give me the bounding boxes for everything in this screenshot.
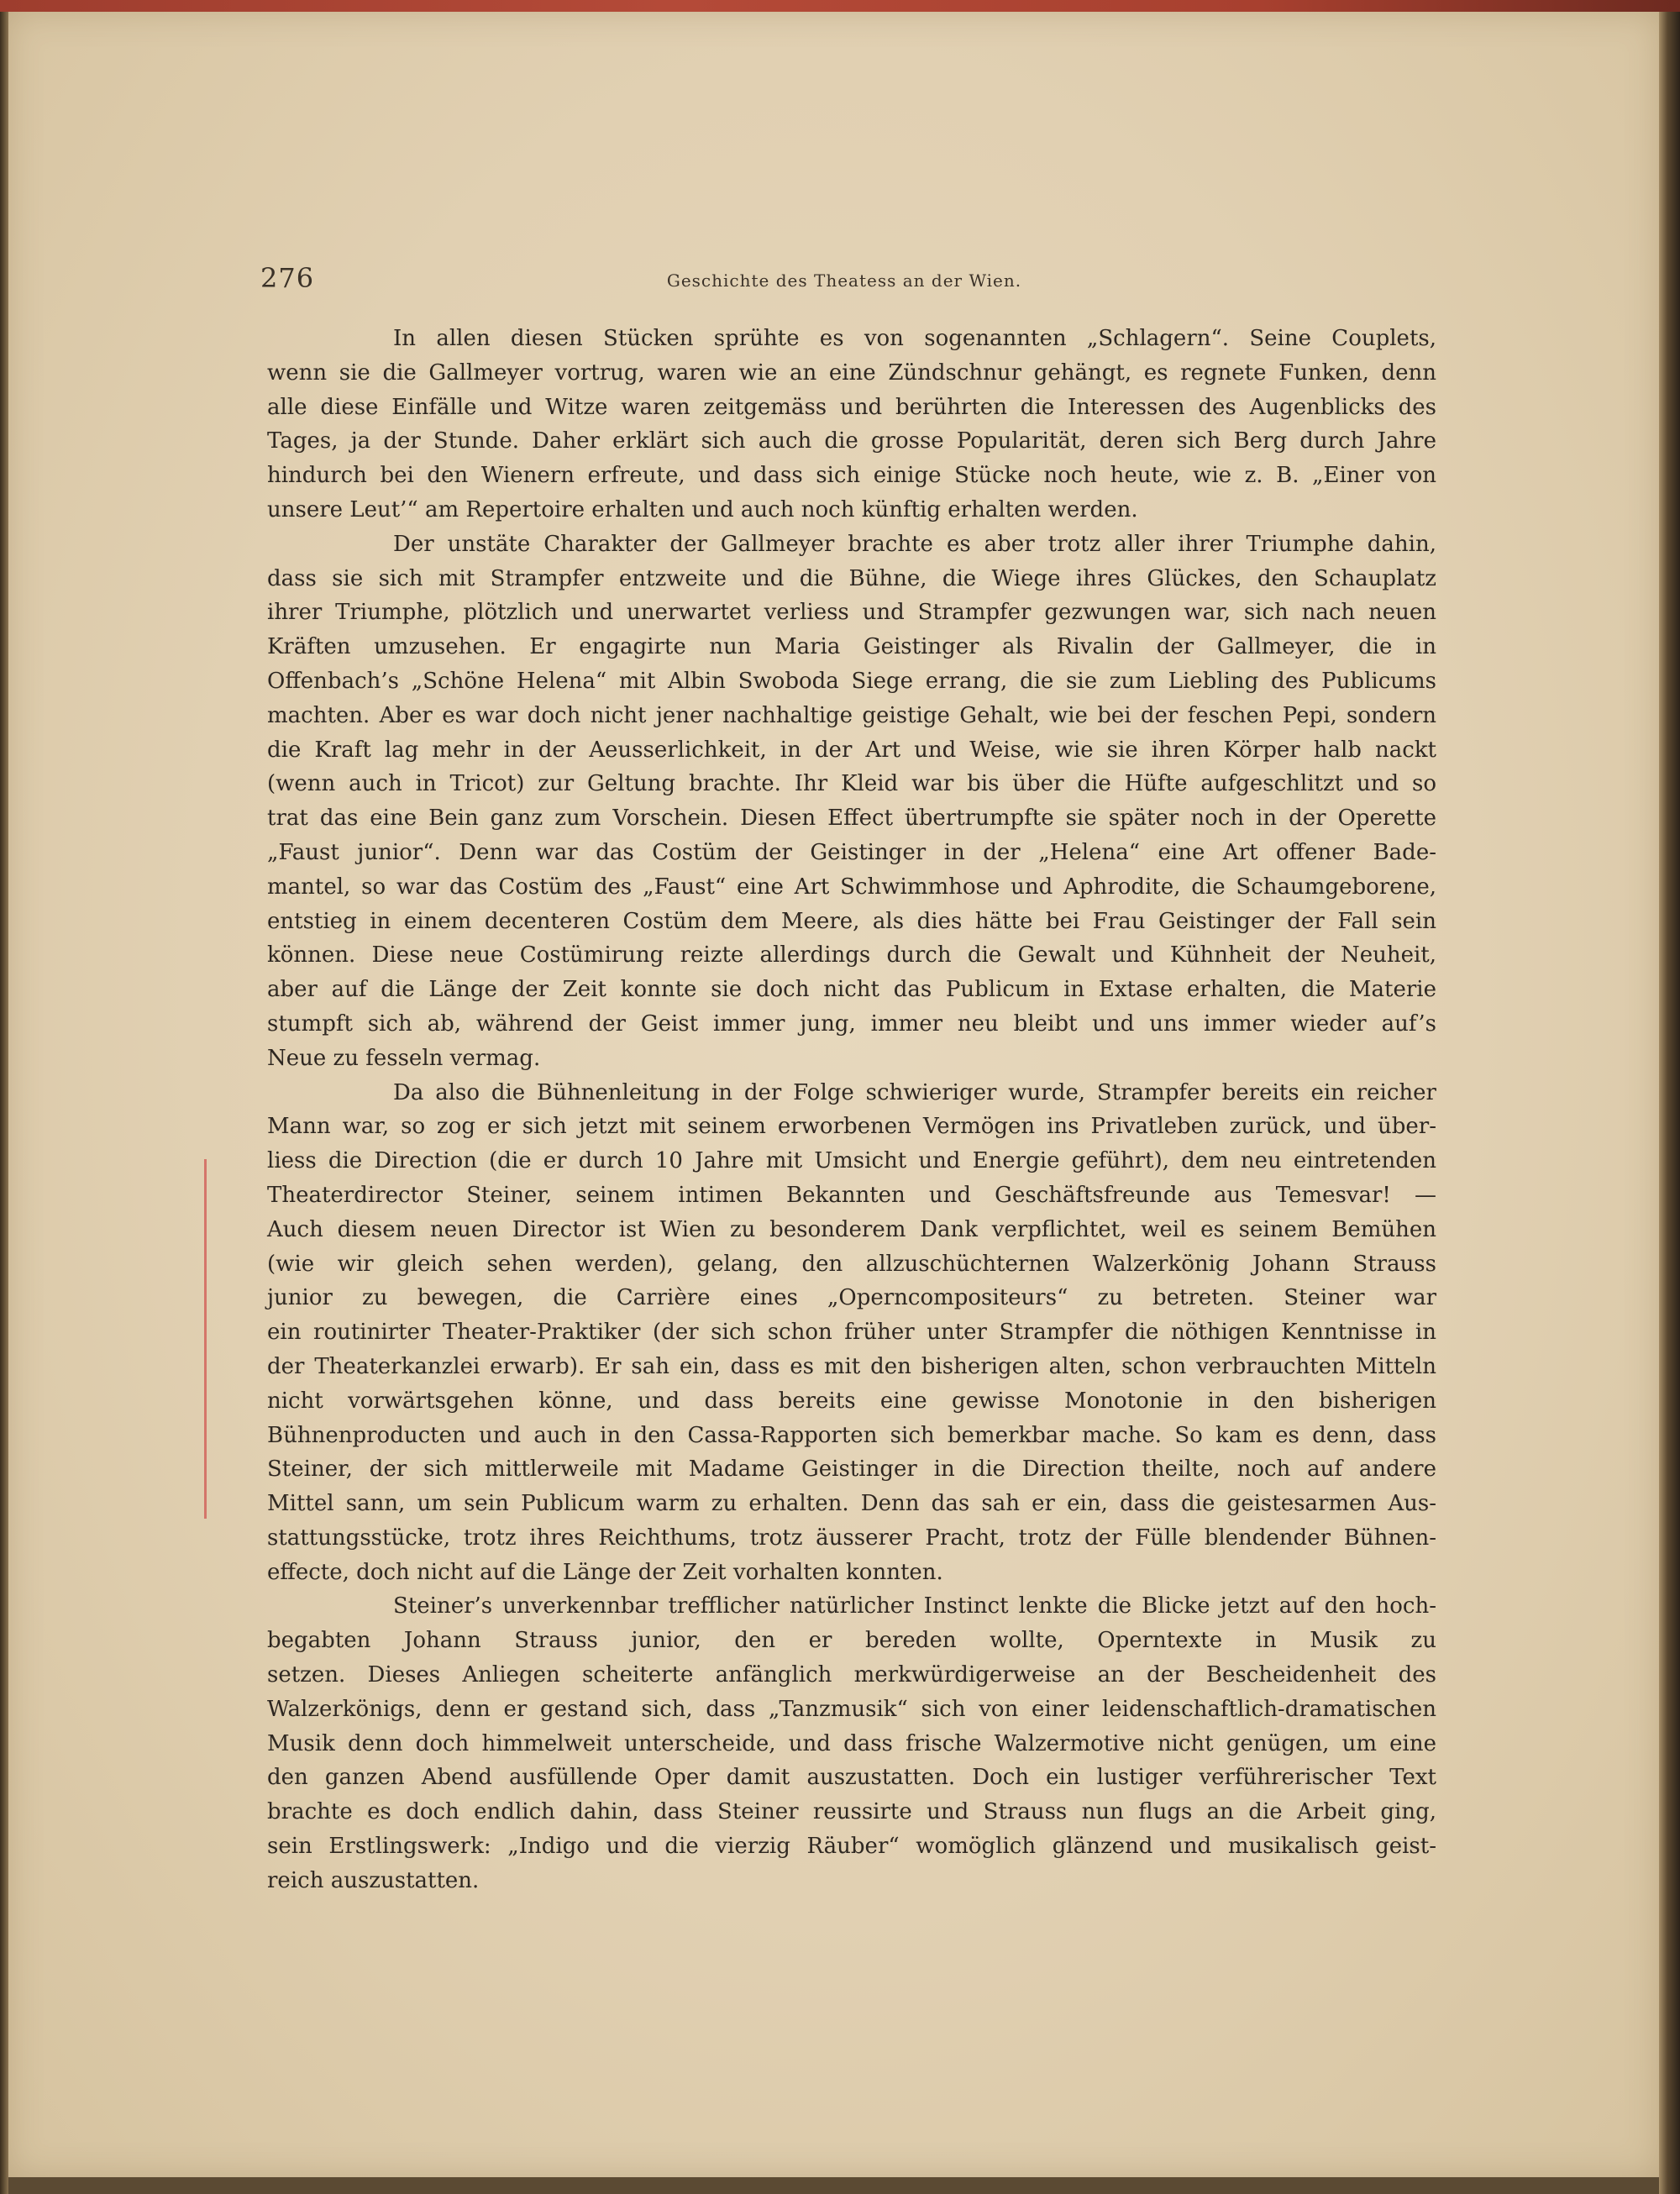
text-line: entstieg in einem decenteren Costüm dem Meere, als dies hätte bei Frau Geistinger der Fall sein bbox=[267, 908, 1436, 934]
page-header bbox=[260, 262, 1428, 304]
body-text bbox=[267, 322, 1436, 1898]
margin-pencil-mark bbox=[204, 1159, 207, 1519]
text-line: Walzerkönigs, denn er gestand sich, dass „Tanzmusik“ sich von einer leidenschaftlich-dramatischen bbox=[267, 1696, 1436, 1722]
text-line: Bühnenproducten und auch in den Cassa-Rapporten sich bemerkbar mache. So kam es denn, dass bbox=[267, 1422, 1436, 1448]
text-line: Steiner’s unverkennbar trefflicher natürlicher Instinct lenkte die Blicke jetzt auf den hoch- bbox=[393, 1593, 1436, 1619]
text-line: „Faust junior“. Denn war das Costüm der Geistinger in der „Helena“ eine Art offener Bade- bbox=[267, 839, 1436, 865]
text-line: hindurch bei den Wienern erfreute, und dass sich einige Stücke noch heute, wie z. B. „Einer von bbox=[267, 463, 1436, 489]
text-line: dass sie sich mit Strampfer entzweite und die Bühne, die Wiege ihres Glückes, den Schauplatz bbox=[267, 565, 1436, 591]
text-line: der Theaterkanzlei erwarb). Er sah ein, dass es mit den bisherigen alten, schon verbrauchten Mitteln bbox=[267, 1353, 1436, 1379]
text-line: In allen diesen Stücken sprühte es von sogenannten „Schlagern“. Seine Couplets, bbox=[393, 326, 1436, 351]
text-line: Theaterdirector Steiner, seinem intimen Bekannten und Geschäftsfreunde aus Temesvar! — bbox=[267, 1182, 1436, 1208]
running-title: Geschichte des Theatess an der Wien. bbox=[666, 270, 1022, 291]
text-line: stumpft sich ab, während der Geist immer jung, immer neu bleibt und uns immer wieder auf’s bbox=[267, 1010, 1436, 1037]
paragraph bbox=[267, 1589, 1436, 1897]
text-line: Neue zu fesseln vermag. bbox=[267, 1045, 541, 1071]
text-line: Mann war, so zog er sich jetzt mit seinem erworbenen Vermögen ins Privatleben zurück, und über- bbox=[267, 1114, 1436, 1140]
text-line: die Kraft lag mehr in der Aeusserlichkeit, in der Art und Weise, wie sie ihren Körper halb nackt bbox=[267, 737, 1436, 763]
text-line: Offenbach’s „Schöne Helena“ mit Albin Swoboda Siege errang, die sie zum Liebling des Publicums bbox=[267, 668, 1436, 694]
text-line: setzen. Dieses Anliegen scheiterte anfänglich merkwürdigerweise an der Bescheidenheit des bbox=[267, 1662, 1436, 1688]
text-line: Auch diesem neuen Director ist Wien zu besonderem Dank verpflichtet, weil es seinem Bemühen bbox=[267, 1216, 1436, 1242]
page-edge-bottom bbox=[8, 2177, 1659, 2194]
text-line: sein Erstlingswerk: „Indigo und die vierzig Räuber“ womöglich glänzend und musikalisch geist- bbox=[267, 1834, 1436, 1860]
page-edge-left bbox=[0, 12, 8, 2194]
text-line: Musik denn doch himmelweit unterscheide, und dass frische Walzermotive nicht genügen, um eine bbox=[267, 1730, 1436, 1756]
text-line: alle diese Einfälle und Witze waren zeitgemäss und berührten die Interessen des Augenblicks des bbox=[267, 394, 1436, 420]
text-line: stattungsstücke, trotz ihres Reichthums, trotz äusserer Pracht, trotz der Fülle blendender Bühnen- bbox=[267, 1525, 1436, 1551]
text-line: den ganzen Abend ausfüllende Oper damit auszustatten. Doch ein lustiger verführerischer Text bbox=[267, 1765, 1436, 1791]
text-line: können. Diese neue Costümirung reizte allerdings durch die Gewalt und Kühnheit der Neuheit, bbox=[267, 942, 1436, 968]
text-line: aber auf die Länge der Zeit konnte sie doch nicht das Publicum in Extase erhalten, die Materie bbox=[267, 977, 1436, 1003]
text-line: Der unstäte Charakter der Gallmeyer brachte es aber trotz aller ihrer Triumphe dahin, bbox=[393, 531, 1436, 557]
text-line: Steiner, der sich mittlerweile mit Madame Geistinger in die Direction theilte, noch auf andere bbox=[267, 1457, 1436, 1483]
text-line: mantel, so war das Costüm des „Faust“ eine Art Schwimmhose und Aphrodite, die Schaumgeborene, bbox=[267, 874, 1436, 900]
text-line: machten. Aber es war doch nicht jener nachhaltige geistige Gehalt, wie bei der feschen Pepi, sondern bbox=[267, 702, 1436, 728]
text-line: brachte es doch endlich dahin, dass Steiner reussirte und Strauss nun flugs an die Arbeit ging, bbox=[267, 1799, 1436, 1825]
page-edge-right bbox=[1659, 12, 1680, 2194]
text-line: liess die Direction (die er durch 10 Jahre mit Umsicht und Energie geführt), dem neu eintretenden bbox=[267, 1148, 1436, 1174]
text-line: (wie wir gleich sehen werden), gelang, den allzuschüchternen Walzerkönig Johann Strauss bbox=[267, 1251, 1436, 1277]
text-line: begabten Johann Strauss junior, den er bereden wollte, Operntexte in Musik zu bbox=[267, 1628, 1436, 1654]
text-line: Mittel sann, um sein Publicum warm zu erhalten. Denn das sah er ein, dass die geistesarmen Aus- bbox=[267, 1491, 1436, 1517]
text-line: ihrer Triumphe, plötzlich und unerwartet verliess und Strampfer gezwungen war, sich nach neuen bbox=[267, 600, 1436, 626]
text-line: nicht vorwärtsgehen könne, und dass bereits eine gewisse Monotonie in den bisherigen bbox=[267, 1388, 1436, 1414]
paragraph bbox=[267, 528, 1436, 1076]
text-line: ein routinirter Theater-Praktiker (der sich schon früher unter Strampfer die nöthigen Kenntnisse in bbox=[267, 1320, 1436, 1346]
text-line: wenn sie die Gallmeyer vortrug, waren wie an eine Zündschnur gehängt, es regnete Funken, denn bbox=[267, 360, 1436, 386]
text-line: Tages, ja der Stunde. Daher erklärt sich auch die grosse Popularität, deren sich Berg durch Jahre bbox=[267, 428, 1436, 454]
text-line: Kräften umzusehen. Er engagirte nun Maria Geistinger als Rivalin der Gallmeyer, die in bbox=[267, 634, 1436, 660]
text-line: trat das eine Bein ganz zum Vorschein. Diesen Effect übertrumpfte sie später noch in der Operette bbox=[267, 806, 1436, 832]
binding-edge-top bbox=[0, 0, 1680, 12]
text-line: Da also die Bühnenleitung in der Folge schwieriger wurde, Strampfer bereits ein reicher bbox=[393, 1079, 1436, 1105]
text-line: junior zu bewegen, die Carrière eines „Operncompositeurs“ zu betreten. Steiner war bbox=[267, 1285, 1436, 1311]
text-line: (wenn auch in Tricot) zur Geltung brachte. Ihr Kleid war bis über die Hüfte aufgeschlitzt und so bbox=[267, 771, 1436, 797]
page-number: 276 bbox=[260, 262, 315, 294]
text-line: unsere Leut’“ am Repertoire erhalten und auch noch künftig erhalten werden. bbox=[267, 496, 1138, 522]
paragraph bbox=[267, 1076, 1436, 1590]
paragraph bbox=[267, 322, 1436, 528]
text-line: effecte, doch nicht auf die Länge der Zeit vorhalten konnten. bbox=[267, 1559, 943, 1585]
text-line: reich auszustatten. bbox=[267, 1867, 480, 1893]
